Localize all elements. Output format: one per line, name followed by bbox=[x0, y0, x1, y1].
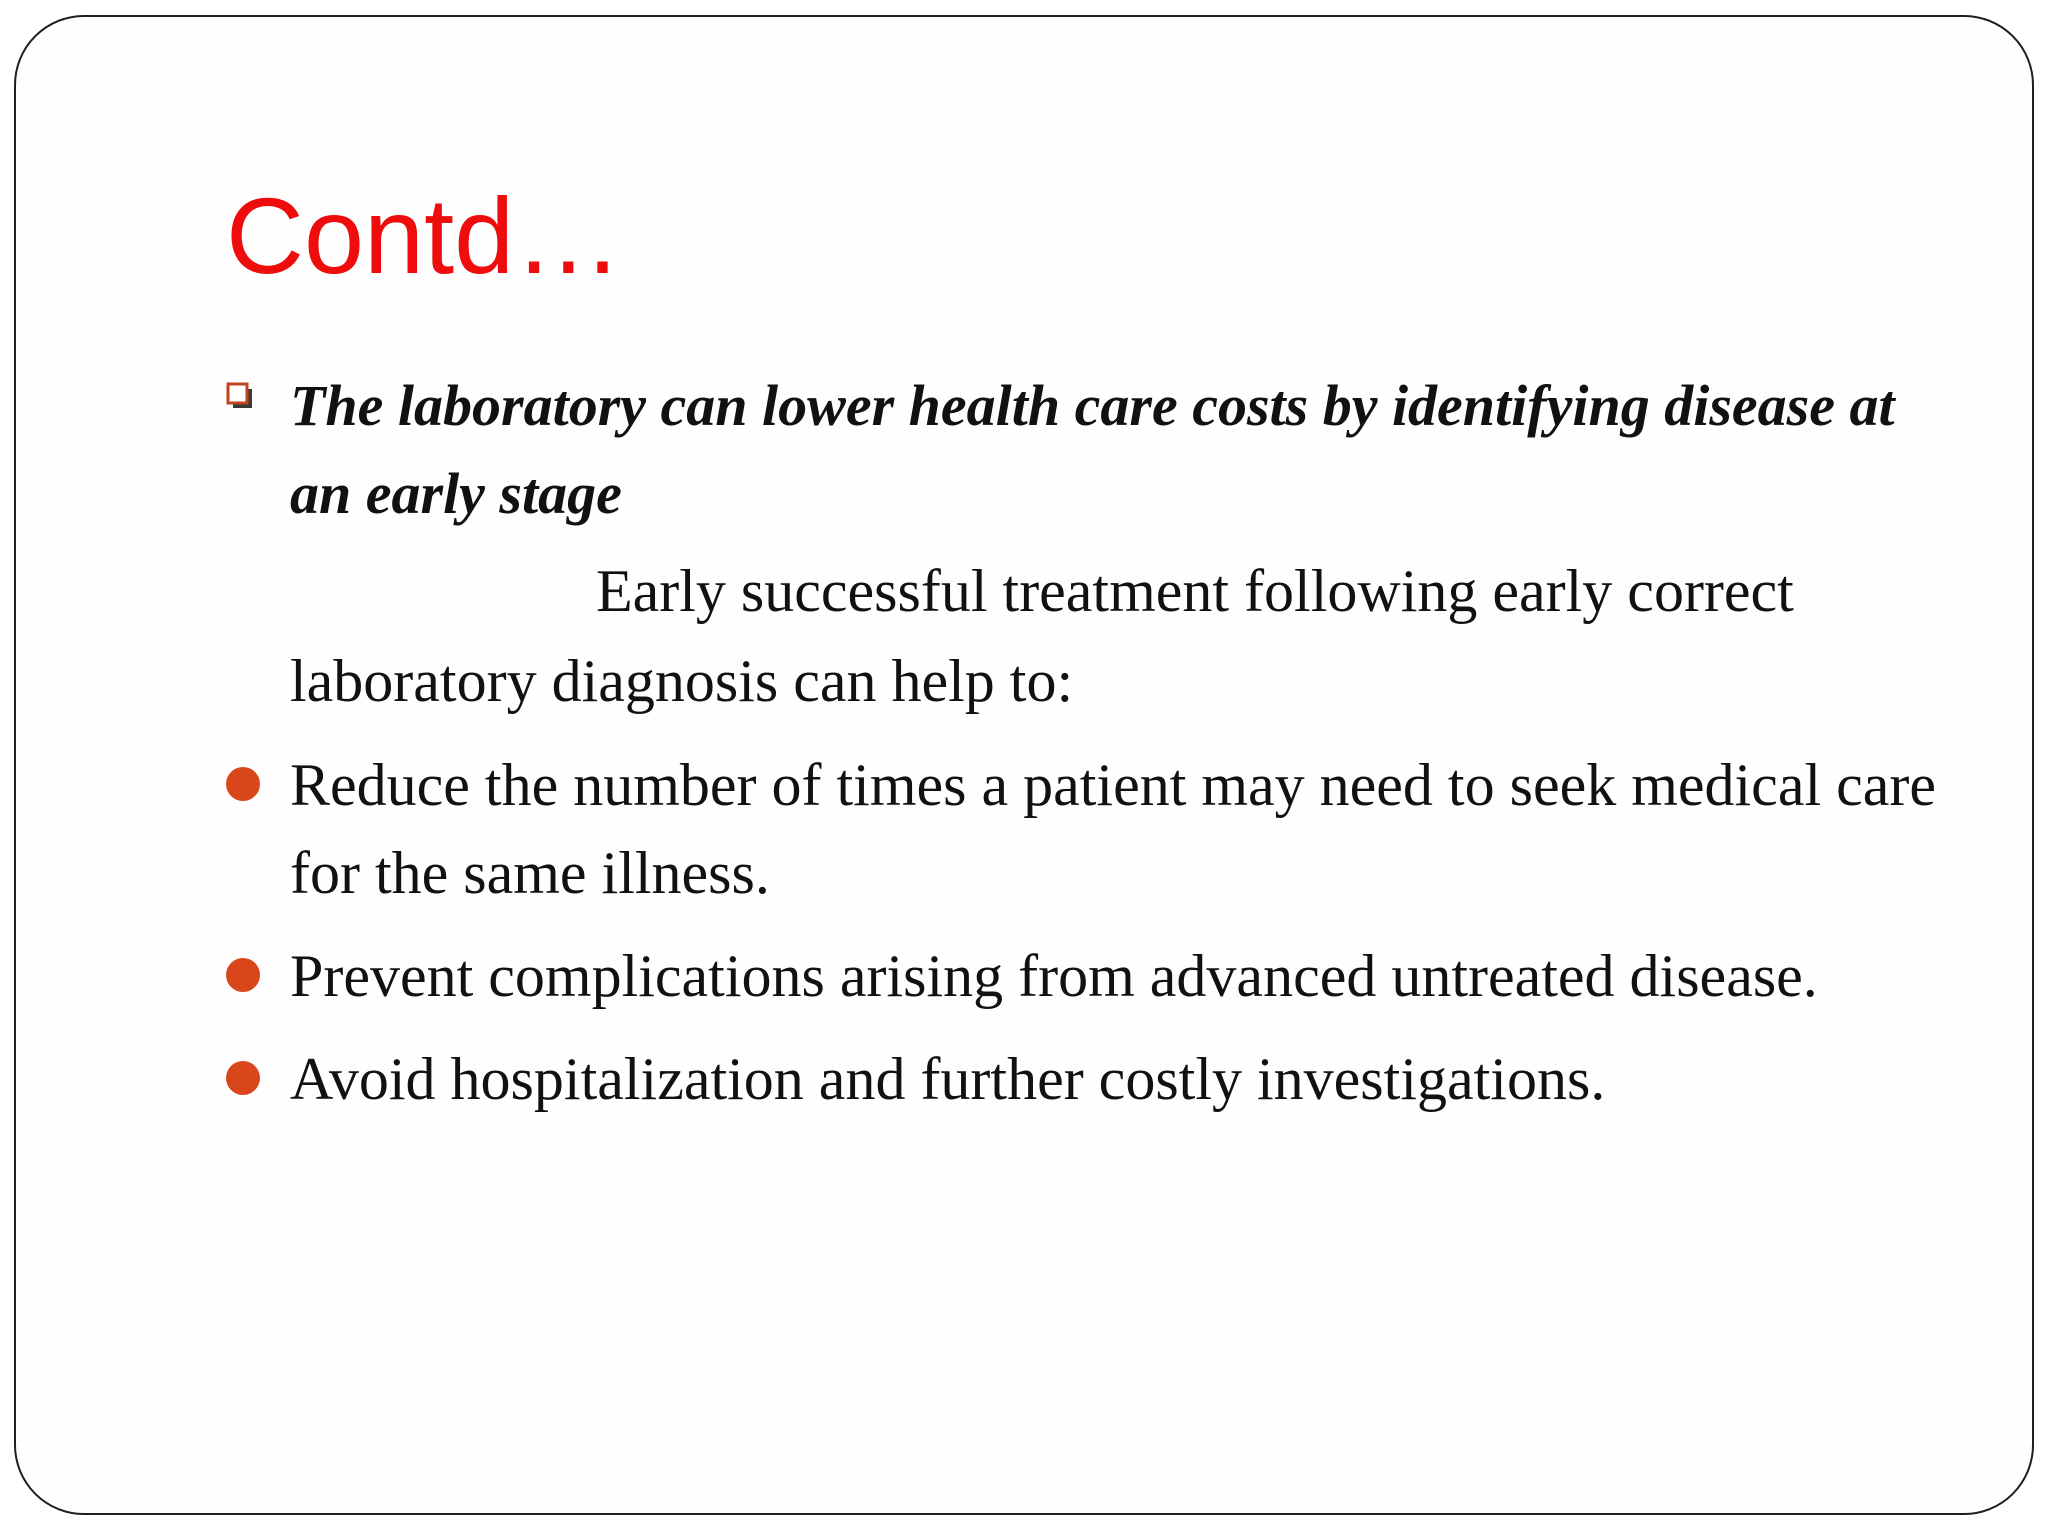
slide-body bbox=[226, 362, 1966, 1123]
bullet-dot-icon bbox=[226, 1061, 260, 1095]
bullet-dot-icon bbox=[226, 958, 260, 992]
body-paragraph: Early successful treatment following early correct laboratory diagnosis can help to: bbox=[290, 558, 1794, 714]
list-item-text: Prevent complications arising from advanced untreated disease. bbox=[290, 943, 1818, 1009]
list-item bbox=[226, 932, 1966, 1020]
slide-title: Contd… bbox=[226, 175, 623, 296]
checkbox-icon bbox=[226, 382, 254, 410]
lead-item-text: The laboratory can lower health care costs by identifying disease at an early stage bbox=[290, 373, 1895, 526]
list-item-text: Reduce the number of times a patient may need to seek medical care for the same illness. bbox=[290, 752, 1936, 906]
list-item bbox=[226, 1035, 1966, 1123]
list-item-text: Avoid hospitalization and further costly investigations. bbox=[290, 1046, 1606, 1112]
lead-list-item bbox=[226, 362, 1966, 538]
list-item bbox=[226, 741, 1966, 917]
slide bbox=[14, 15, 2034, 1515]
bullet-dot-icon bbox=[226, 767, 260, 801]
